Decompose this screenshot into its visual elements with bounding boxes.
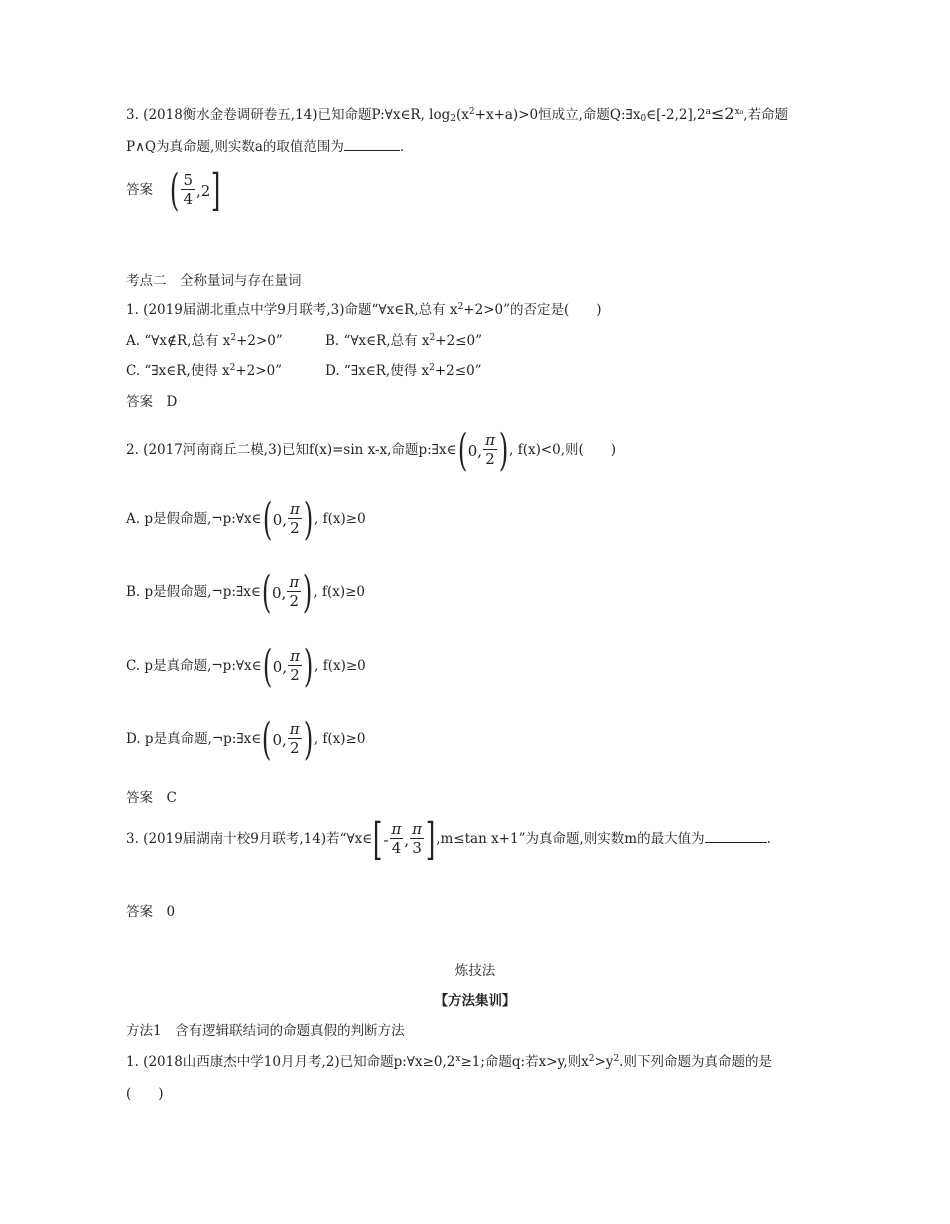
text: +x+a)>0恒成立,命题Q:∃x (474, 107, 641, 123)
s2-q2-option-c (126, 640, 366, 692)
left-paren: ( (457, 424, 467, 476)
text: A. p是假命题,¬p:∀x∈ (126, 511, 262, 527)
fraction (287, 574, 301, 611)
text: ∈[-2,2],2 (646, 107, 706, 123)
text: . (766, 831, 771, 847)
left-bracket: [ (373, 813, 383, 865)
exponent: 2 (468, 107, 475, 117)
text: , f(x)≥0 (313, 584, 366, 600)
fraction-1 (390, 821, 404, 858)
fraction (483, 432, 497, 469)
interval-start: 0, (467, 441, 483, 460)
text: +2>0” (235, 363, 283, 379)
answer-interval (169, 164, 221, 216)
text: D. p是真命题,¬p:∃x∈ (126, 731, 262, 747)
exponent: 2 (588, 1054, 595, 1064)
s2-q2-option-b (126, 566, 366, 618)
interval-open (261, 713, 314, 765)
q3-prev-line1 (126, 104, 788, 125)
fraction (181, 172, 195, 209)
q3-prev-line2 (126, 137, 404, 157)
text: 1. (2018山西康杰中学10月月考,2)已知命题p:∀x≥0,2 (126, 1054, 456, 1070)
numerator: π (391, 820, 402, 838)
text: , f(x)≥0 (313, 731, 366, 747)
text: P∧Q为真命题,则实数a的取值范围为 (126, 139, 344, 155)
interval-end: ,2 (196, 181, 211, 200)
text: C. p是真命题,¬p:∀x∈ (126, 658, 262, 674)
answer-label: 答案 (126, 182, 153, 198)
left-paren: ( (261, 566, 272, 618)
text: B. “∀x∈R,总有 x (325, 333, 430, 349)
s2-q1-options-ab (126, 331, 482, 351)
right-paren: ) (303, 640, 314, 692)
s2-q2-answer (126, 788, 177, 808)
interval-open (457, 424, 510, 476)
practice-q1-stem (126, 1052, 772, 1072)
answer-value: D (166, 394, 178, 410)
option-b (325, 333, 482, 349)
left-paren: ( (170, 164, 180, 216)
numerator: π (289, 720, 300, 738)
option-a (126, 331, 325, 351)
interval-start: 0, (272, 583, 287, 602)
exponent: x (455, 1054, 461, 1064)
answer-blank (344, 138, 400, 151)
answer-label: 答案 (126, 394, 153, 410)
denominator: 2 (290, 519, 300, 537)
q3-prev-answer (126, 164, 222, 216)
method1-title: 方法1 含有逻辑联结词的命题真假的判断方法 (126, 1023, 405, 1039)
right-bracket: ] (425, 813, 436, 865)
text: +2>0”的否定是( ) (463, 302, 602, 318)
practice-subtitle: 【方法集训】 (434, 993, 516, 1009)
numerator: π (290, 500, 300, 518)
answer-label: 答案 (126, 904, 153, 920)
exponent: a (705, 107, 711, 117)
interval-start: 0, (272, 510, 288, 529)
denominator: 4 (391, 839, 402, 857)
exponent: 2 (229, 363, 236, 373)
text: +2≤0” (435, 333, 482, 349)
right-paren: ) (303, 713, 313, 765)
right-paren: ) (498, 424, 509, 476)
s2-q3-stem (126, 813, 771, 865)
interval-start: 0, (272, 657, 288, 676)
answer-value: 0 (166, 904, 176, 920)
text: , f(x)≥0 (314, 658, 366, 674)
exponent: 2 (429, 333, 436, 343)
interval-open (262, 640, 315, 692)
interval-closed (372, 813, 436, 865)
text: +2>0” (236, 333, 283, 349)
numerator: π (485, 431, 495, 449)
text: ,m≤tan x+1”为真命题,则实数m的最大值为 (436, 831, 705, 847)
text: D. “∃x∈R,使得 x (325, 363, 430, 379)
comma: , (404, 830, 410, 849)
s2-q2-option-a (126, 493, 366, 545)
answer-blank (705, 830, 767, 843)
text: ≤2 (711, 104, 735, 123)
practice-q1-paren: ( ) (126, 1086, 164, 1102)
text: 1. (2019届湖北重点中学9月联考,3)命题“∀x∈R,总有 x (126, 302, 458, 318)
log-base: 2 (450, 114, 457, 124)
numerator: 5 (183, 171, 194, 189)
text: >y (594, 1054, 614, 1070)
text: . (399, 139, 405, 155)
fraction (288, 721, 302, 758)
s2-q1-stem (126, 300, 602, 320)
subscript: 0 (640, 114, 647, 124)
interval-open (261, 566, 314, 618)
minus-sign: - (383, 830, 389, 849)
text: B. p是假命题,¬p:∃x∈ (126, 584, 261, 600)
left-paren: ( (262, 713, 272, 765)
text: ≥1;命题q:若x>y,则x (460, 1054, 589, 1070)
text: .则下列命题为真命题的是 (619, 1054, 772, 1070)
right-bracket: ] (211, 164, 221, 216)
fraction (288, 501, 302, 538)
interval-open (262, 493, 315, 545)
exponent: 2 (429, 363, 435, 373)
numerator: π (412, 820, 423, 838)
text: , f(x)<0,则( ) (509, 442, 617, 458)
denominator: 3 (412, 839, 422, 857)
text: 3. (2019届湖南十校9月联考,14)若“∀x∈ (126, 831, 373, 847)
fraction-2 (410, 821, 424, 858)
answer-label: 答案 (126, 790, 153, 806)
right-paren: ) (303, 566, 313, 618)
numerator: π (289, 573, 300, 591)
text: C. “∃x∈R,使得 x (126, 363, 230, 379)
denominator: 2 (485, 450, 495, 468)
interval-start: 0, (272, 730, 287, 749)
option-c (126, 361, 325, 381)
practice-title: 炼技法 (454, 963, 496, 979)
exponent: 2 (457, 302, 464, 312)
left-paren: ( (262, 640, 272, 692)
numerator: π (290, 647, 300, 665)
option-d (325, 363, 482, 379)
text: 2. (2017河南商丘二模,3)已知f(x)=sin x-x,命题p:∃x∈ (126, 442, 457, 458)
text: +2≤0” (434, 363, 482, 379)
section2-title: 考点二 全称量词与存在量词 (126, 273, 302, 289)
right-paren: ) (303, 493, 314, 545)
answer-value: C (166, 790, 177, 806)
text: ,若命题 (743, 107, 789, 123)
s2-q2-option-d (126, 713, 366, 765)
exponent: 2 (230, 333, 237, 343)
text: A. “∀x∉R,总有 x (126, 333, 231, 349)
s2-q2-stem (126, 424, 617, 476)
text: , f(x)≥0 (314, 511, 366, 527)
denominator: 4 (183, 190, 194, 208)
exponent: x₀ (734, 107, 744, 117)
denominator: 2 (289, 739, 300, 757)
exponent: 2 (613, 1054, 620, 1064)
s2-q1-answer (126, 392, 177, 412)
fraction (288, 648, 302, 685)
s2-q3-answer (126, 902, 175, 922)
denominator: 2 (289, 592, 300, 610)
denominator: 2 (290, 666, 300, 684)
left-paren: ( (262, 493, 272, 545)
text: 3. (2018衡水金卷调研卷五,14)已知命题P:∀x∈R, log (126, 107, 451, 123)
s2-q1-options-cd (126, 361, 482, 381)
text: (x (456, 107, 469, 123)
